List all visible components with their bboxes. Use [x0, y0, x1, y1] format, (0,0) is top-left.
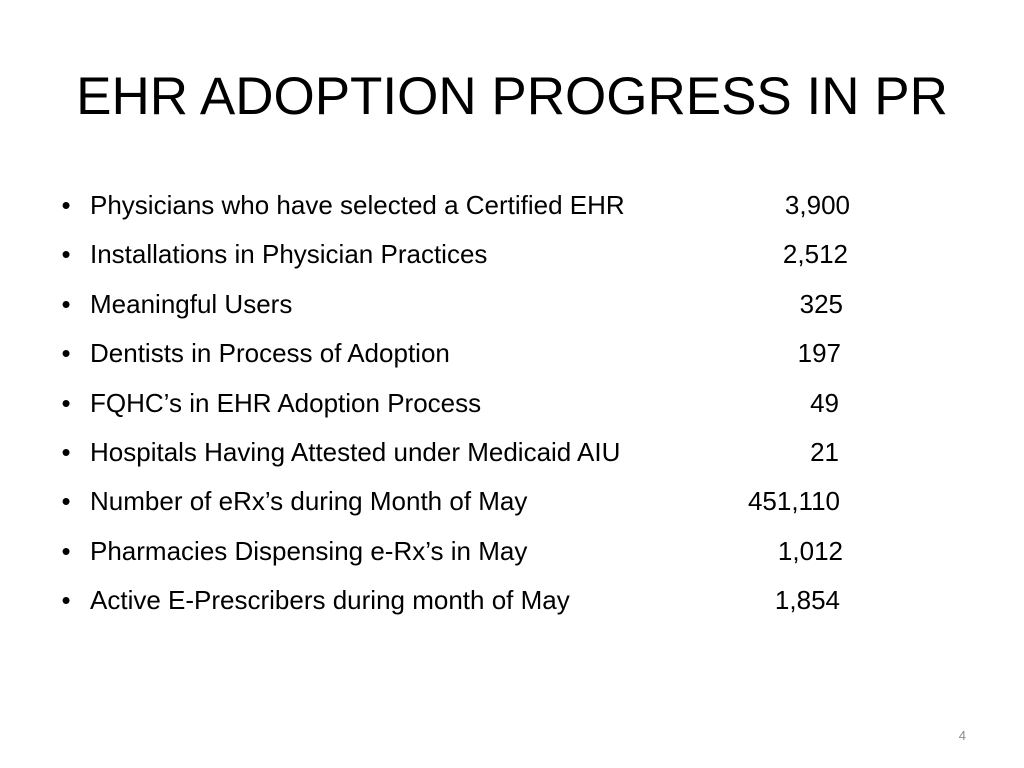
list-item — [0, 477, 1024, 526]
list-item — [0, 230, 1024, 279]
item-label: FQHC’s in EHR Adoption Process — [90, 387, 482, 418]
item-label: Installations in Physician Practices — [90, 239, 488, 270]
page-number: 4 — [958, 728, 966, 743]
item-value: 49 — [810, 387, 839, 418]
item-value: 197 — [797, 338, 841, 369]
bullet-list — [0, 181, 1024, 626]
list-item — [0, 527, 1024, 576]
item-value: 325 — [799, 288, 843, 319]
bullet-icon: • — [61, 535, 71, 566]
bullet-icon: • — [61, 338, 71, 369]
item-label: Physicians who have selected a Certified EHR — [90, 190, 625, 220]
item-value: 1,012 — [777, 535, 843, 566]
item-value: 2,512 — [782, 239, 848, 270]
item-label: Active E-Prescribers during month of May — [90, 585, 570, 616]
item-value: 21 — [810, 436, 839, 467]
list-item — [0, 181, 1024, 230]
bullet-icon: • — [61, 585, 71, 616]
item-label: Dentists in Process of Adoption — [90, 338, 450, 369]
bullet-icon: • — [61, 486, 71, 517]
list-item — [0, 379, 1024, 428]
bullet-icon: • — [61, 436, 71, 467]
bullet-icon: • — [61, 239, 71, 270]
list-item — [0, 329, 1024, 378]
item-label: Pharmacies Dispensing e-Rx’s in May — [90, 535, 528, 566]
item-label: Meaningful Users — [90, 288, 293, 319]
bullet-icon: • — [61, 288, 71, 319]
item-label: Hospitals Having Attested under Medicaid AIU — [90, 436, 621, 467]
item-label: Number of eRx’s during Month of May — [90, 486, 528, 517]
item-value: 3,900 — [784, 190, 850, 220]
list-item — [0, 576, 1024, 625]
list-item — [0, 280, 1024, 329]
list-item — [0, 428, 1024, 477]
bullet-icon: • — [61, 190, 71, 220]
bullet-icon: • — [61, 387, 71, 418]
item-value: 451,110 — [747, 486, 840, 517]
item-value: 1,854 — [774, 585, 840, 616]
slide-title: EHR ADOPTION PROGRESS IN PR — [76, 67, 948, 126]
